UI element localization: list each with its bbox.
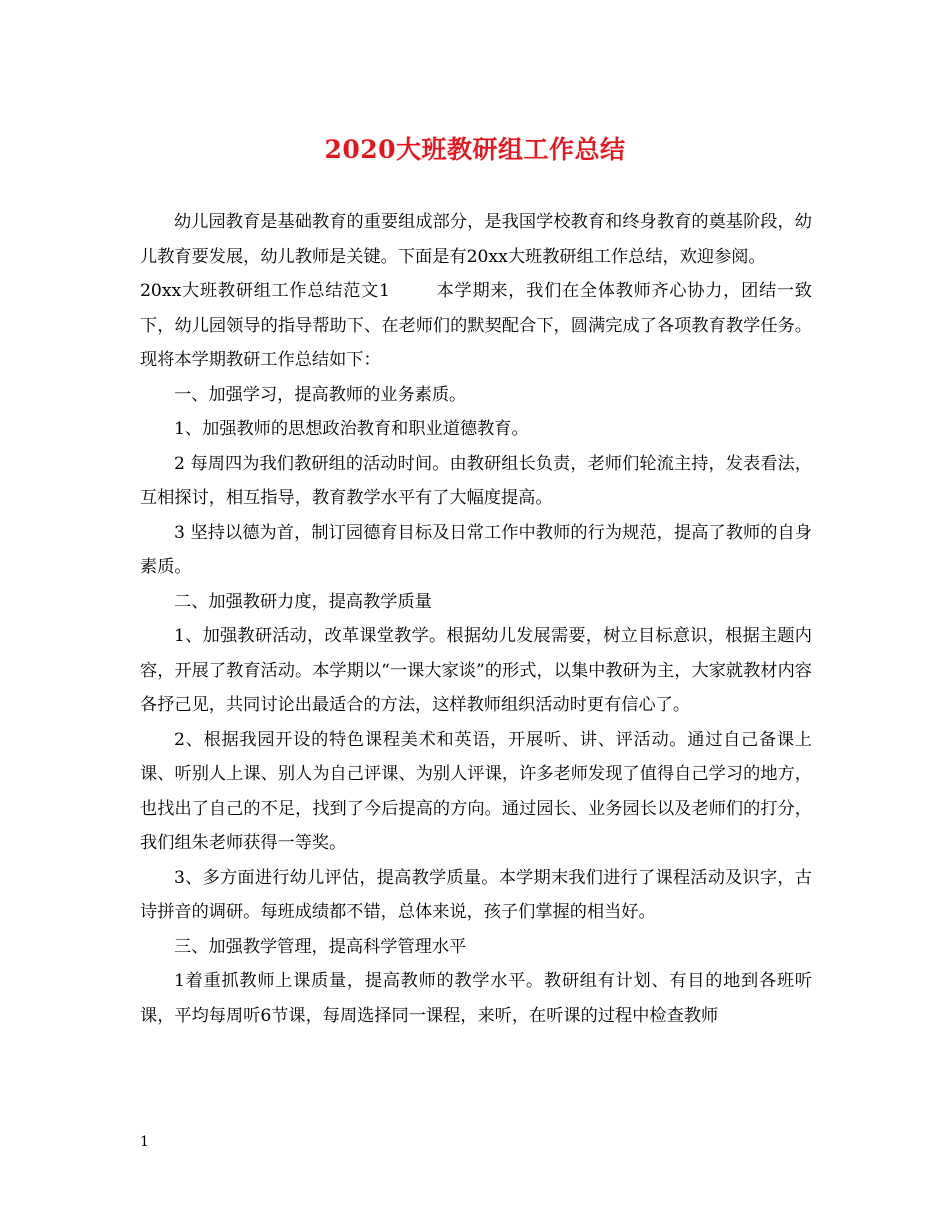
body-paragraph: 2、根据我园开设的特色课程美术和英语，开展听、讲、评活动。通过自己备课上课、听别人上课、别人为自己评课、为别人评课，许多老师发现了值得自己学习的地方，也找出了自己的不足，找到了今后提高的方向。通过园长、业务园长以及老师们的打分，我们组朱老师获得一等奖。 — [140, 729, 812, 853]
body-paragraph: 1、加强教研活动，改革课堂教学。根据幼儿发展需要，树立目标意识，根据主题内容，开展了教育活动。本学期以“一课大家谈”的形式，以集中教研为主，大家就教材内容各抒己见，共同讨论出最适合的方法，这样教师组织活动时更有信心了。 — [140, 626, 812, 715]
section-heading-3: 三、加强教学管理，提高科学管理水平 — [174, 936, 467, 957]
body-paragraph: 3、多方面进行幼儿评估，提高教学质量。本学期末我们进行了课程活动及识字，古诗拼音的调研。每班成绩都不错，总体来说，孩子们掌握的相当好。 — [140, 867, 812, 922]
body-paragraph: 1着重抓教师上课质量，提高教师的教学水平。教研组有计划、有目的地到各班听课，平均每周听6节课，每周选择同一课程，来听，在听课的过程中检查教师 — [140, 971, 812, 1026]
sample-paragraph — [140, 274, 812, 378]
sample-heading: 20xx大班教研组工作总结范文1 — [140, 281, 390, 301]
intro-paragraph: 幼儿园教育是基础教育的重要组成部分，是我国学校教育和终身教育的奠基阶段，幼儿教育要发展，幼儿教师是关键。下面是有20xx大班教研组工作总结，欢迎参阅。 — [140, 212, 812, 267]
section-heading-2: 二、加强教研力度，提高教学质量 — [174, 591, 432, 612]
section-heading-1: 一、加强学习，提高教师的业务素质。 — [174, 384, 467, 405]
document-title: 2020大班教研组工作总结 — [324, 135, 626, 164]
document-body — [140, 205, 812, 1033]
body-paragraph: 1、加强教师的思想政治教育和职业道德教育。 — [174, 419, 529, 439]
page-number: 1 — [140, 1134, 149, 1150]
body-paragraph: 2 每周四为我们教研组的活动时间。由教研组长负责，老师们轮流主持，发表看法，互相探讨，相互指导，教育教学水平有了大幅度提高。 — [140, 453, 812, 508]
body-paragraph: 3 坚持以德为首，制订园德育目标及日常工作中教师的行为规范，提高了教师的自身素质。 — [140, 522, 812, 577]
sample-opening: 本学期来，我们在全体教师齐心协力，团结一致下，幼儿园领导的指导帮助下、在老师们的默契配合下，圆满完成了各项教育教学任务。现将本学期教研工作总结如下： — [140, 281, 812, 370]
